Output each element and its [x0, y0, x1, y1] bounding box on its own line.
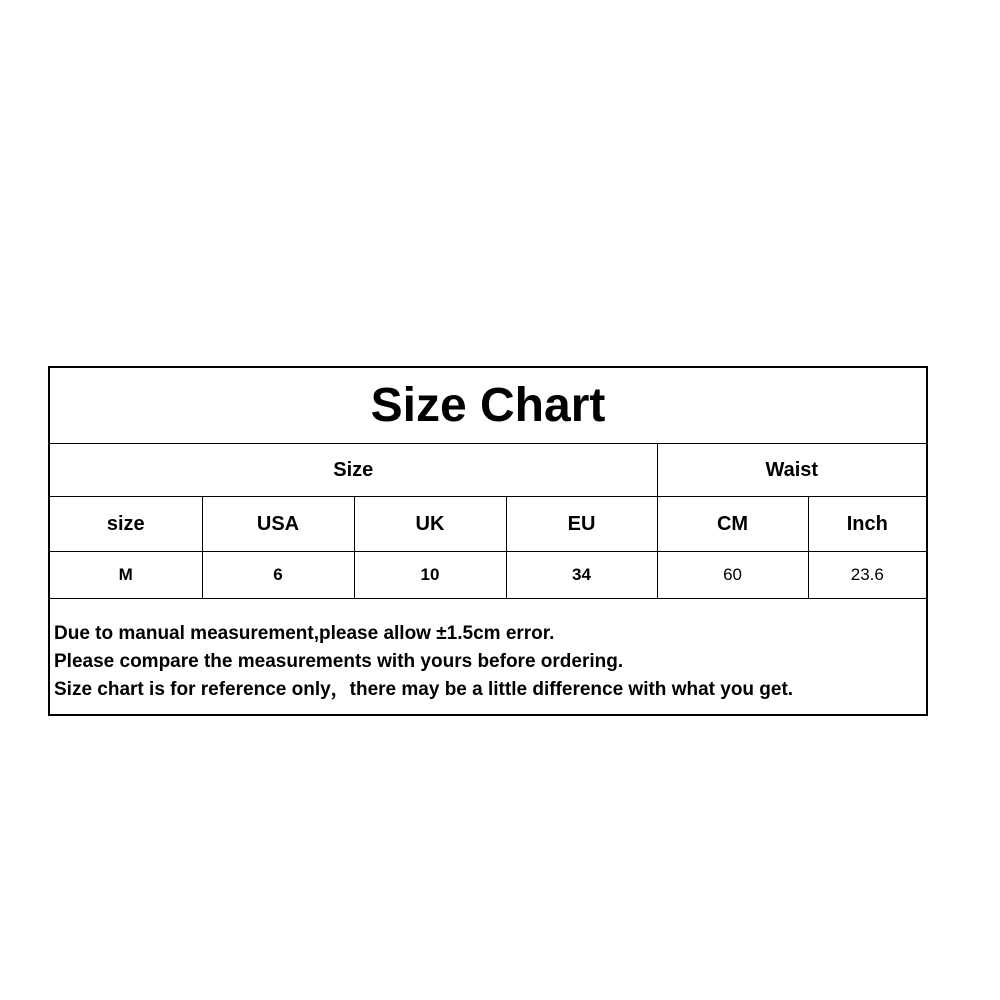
note-line: Please compare the measurements with yours before ordering. [54, 651, 624, 672]
group-header-waist: Waist [657, 444, 926, 497]
column-header-row [50, 497, 926, 552]
table-row [50, 552, 926, 599]
note-line: Size chart is for reference only，there may be a little difference with what you get. [54, 679, 794, 700]
note-line: Due to manual measurement,please allow ±1.5cm error. [54, 623, 555, 644]
cell-cm: 60 [657, 552, 808, 599]
group-header-size: Size [50, 444, 657, 497]
notes [54, 620, 914, 704]
size-chart [48, 366, 928, 716]
column-header-usa: USA [202, 497, 354, 552]
cell-usa: 6 [202, 552, 354, 599]
column-header-inch: Inch [808, 497, 926, 552]
group-header-row [50, 444, 926, 497]
cell-inch: 23.6 [808, 552, 926, 599]
chart-title: Size Chart [50, 368, 926, 444]
column-header-cm: CM [657, 497, 808, 552]
size-table [50, 444, 926, 599]
column-header-uk: UK [354, 497, 506, 552]
cell-uk: 10 [354, 552, 506, 599]
column-header-eu: EU [506, 497, 657, 552]
column-header-size: size [50, 497, 202, 552]
cell-eu: 34 [506, 552, 657, 599]
cell-size: M [50, 552, 202, 599]
